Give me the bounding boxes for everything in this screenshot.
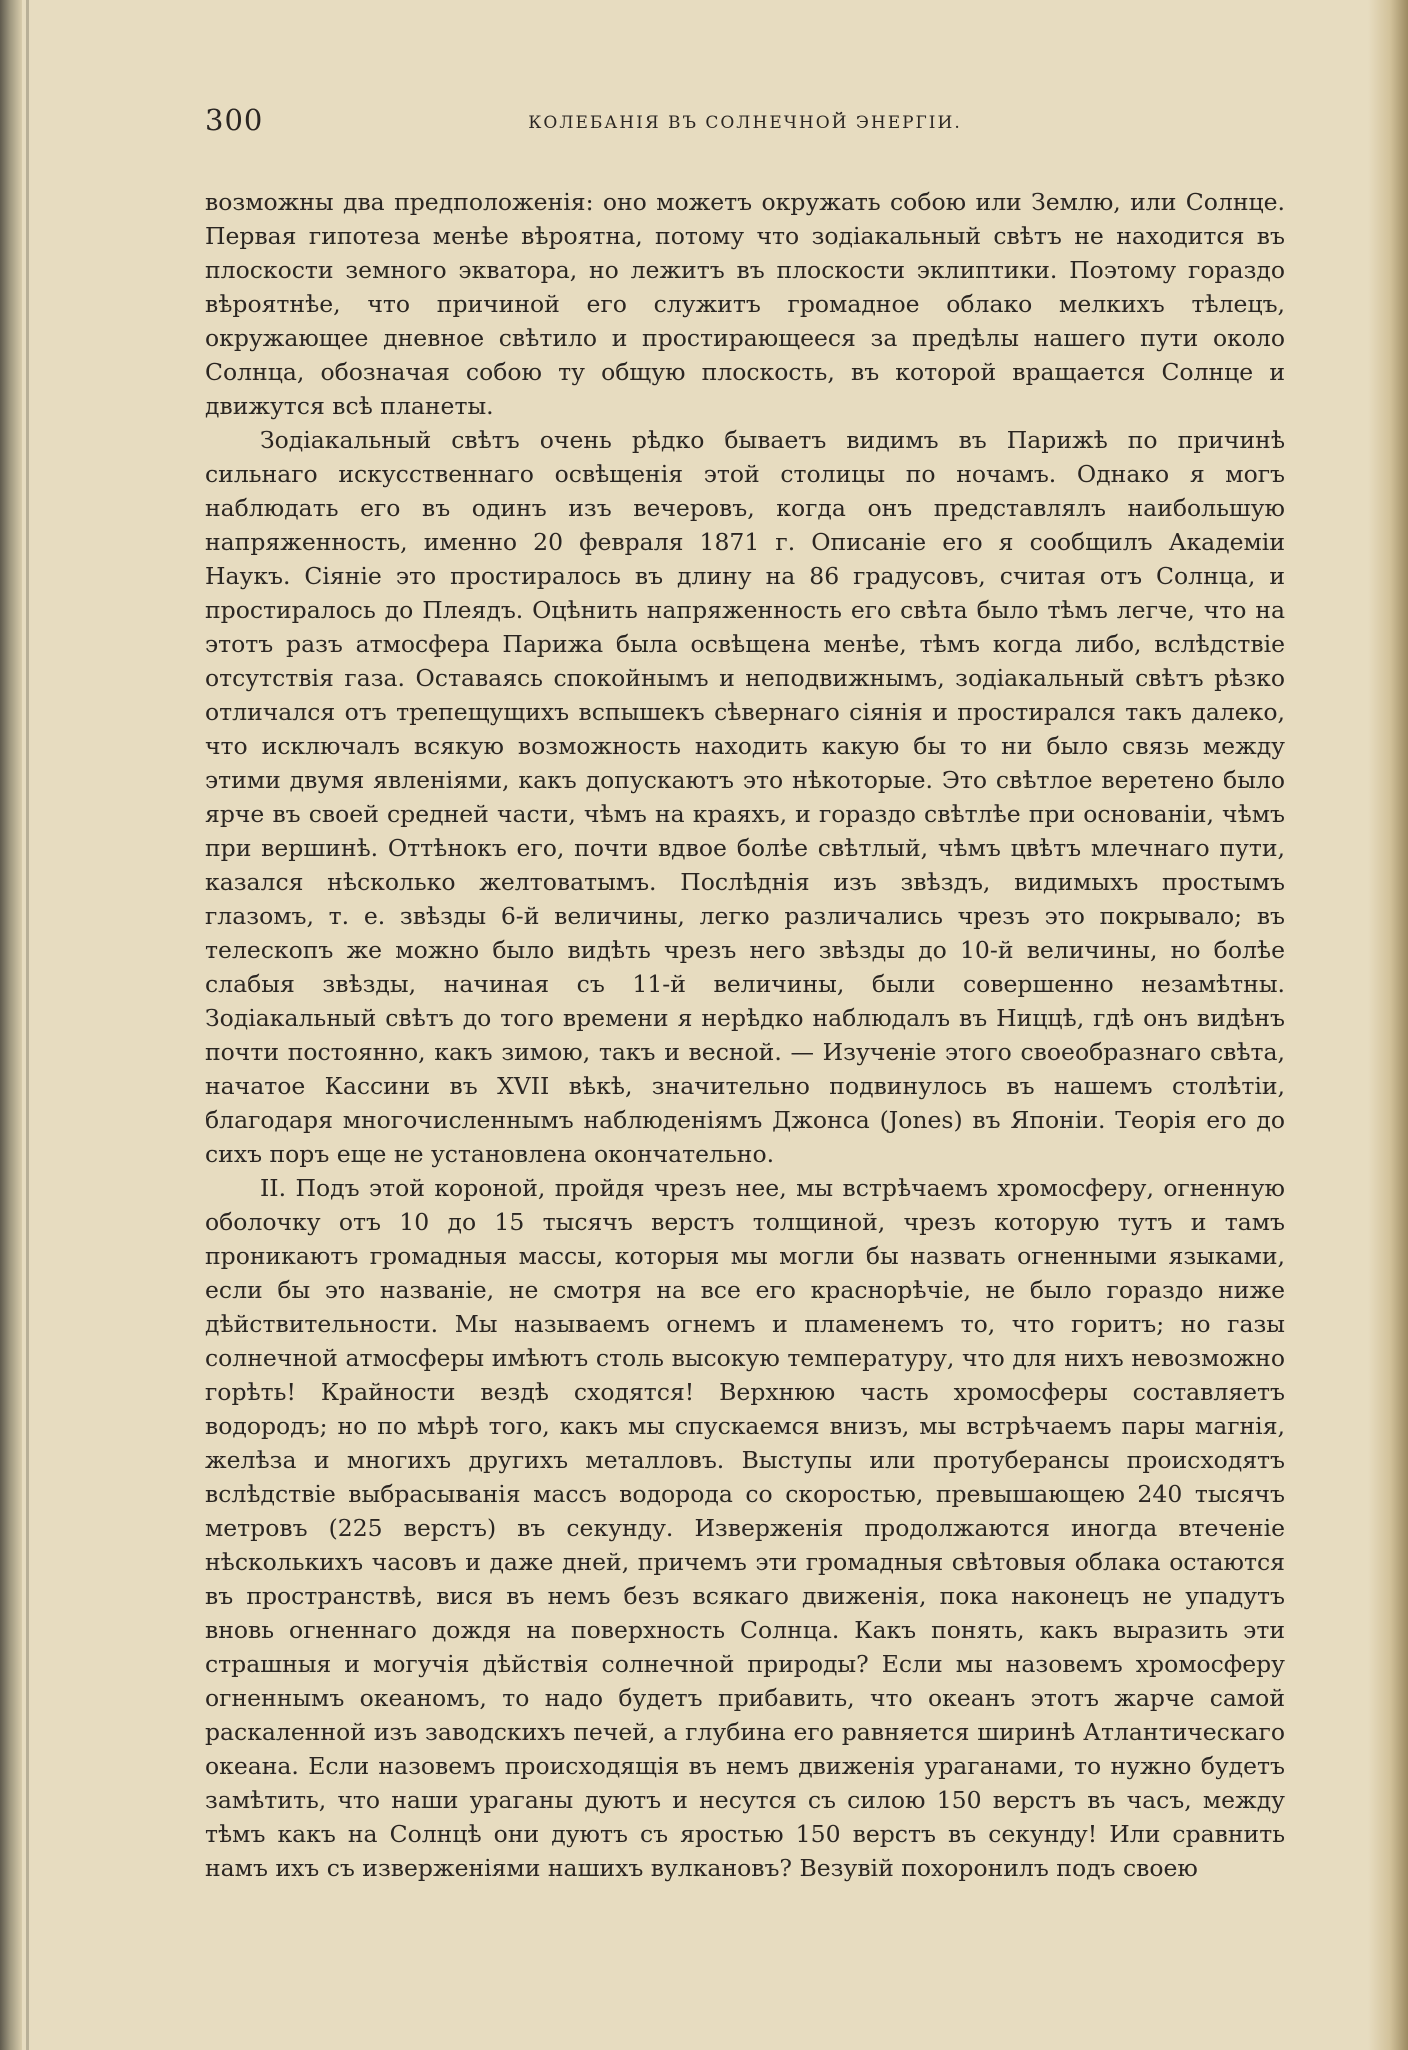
paragraph-zodiacal-light: Зодіакальный свѣтъ очень рѣдко бываетъ видимъ въ Парижѣ по причинѣ сильнаго искусственнаго освѣщенія этой столицы по ночамъ. Однако я могъ наблюдать его въ одинъ изъ вечеровъ, когда онъ представлялъ наибольшую напряженность, именно 20 февраля 1871 г. Описаніе его я сообщилъ Академіи Наукъ. Сіяніе это простиралось въ длину на 86 градусовъ, считая отъ Солнца, и простиралось до Плеядъ. Оцѣнить напряженность его свѣта было тѣмъ легче, что на этотъ разъ атмосфера Парижа была освѣщена менѣе, тѣмъ когда либо, вслѣдствіе отсутствія газа. Оставаясь спокойнымъ и неподвижнымъ, зодіакальный свѣтъ рѣзко отличался отъ трепещущихъ вспышекъ сѣвернаго сіянія и простирался такъ далеко, что исключалъ всякую возможность находить какую бы то ни было связь между этими двумя явленіями, какъ допускаютъ это нѣкоторые. Это свѣтлое веретено было ярче въ своей средней части, чѣмъ на краяхъ, и гораздо свѣтлѣе при основаніи, чѣмъ при вершинѣ. Оттѣнокъ его, почти вдвое болѣе свѣтлый, чѣмъ цвѣтъ млечнаго пути, казался нѣсколько желтоватымъ. Послѣднія изъ звѣздъ, видимыхъ простымъ глазомъ, т. е. звѣзды 6-й величины, легко различались чрезъ это покрывало; въ телескопъ же можно было видѣть чрезъ него звѣзды до 10-й величины, но болѣе слабыя звѣзды, начиная съ 11-й величины, были совершенно незамѣтны. Зодіакальный свѣтъ до того времени я нерѣдко наблюдалъ въ Ниццѣ, гдѣ онъ видѣнъ почти постоянно, какъ зимою, такъ и весной. — Изученіе этого своеобразнаго свѣта, начатое Кассини въ XVII вѣкѣ, значительно подвинулось въ нашемъ столѣтіи, благодаря многочисленнымъ наблюденіямъ Джонса (Jones) въ Японіи. Теорія его до сихъ поръ еще не установлена окончательно. xyxy=(205,426,1285,1168)
page-number: 300 xyxy=(205,103,264,137)
book-page xyxy=(205,103,1285,1885)
paragraph-continuation: возможны два предположенія: оно можетъ окружать собою или Землю, или Солнце. Первая гипотеза менѣе вѣроятна, потому что зодіакальный свѣтъ не находится въ плоскости земного экватора, но лежитъ въ плоскости эклиптики. Поэтому гораздо вѣроятнѣе, что причиной его служитъ громадное облако мелкихъ тѣлецъ, окружающее дневное свѣтило и простирающееся за предѣлы нашего пути около Солнца, обозначая собою ту общую плоскость, въ которой вращается Солнце и движутся всѣ планеты. xyxy=(205,188,1285,420)
running-head: КОЛЕБАНІЯ ВЪ СОЛНЕЧНОЙ ЭНЕРГІИ. xyxy=(528,113,962,133)
gutter-line xyxy=(26,0,29,2050)
page-body xyxy=(205,185,1285,1885)
book-binding-shadow xyxy=(0,0,22,2050)
paragraph-chromosphere: II. Подъ этой короной, пройдя чрезъ нее, мы встрѣчаемъ хромосферу, огненную оболочку отъ 10 до 15 тысячъ верстъ толщиной, чрезъ которую тутъ и тамъ проникаютъ громадныя массы, которыя мы могли бы назвать огненными языками, если бы это названіе, не смотря на все его краснорѣчіе, не было гораздо ниже дѣйствительности. Мы называемъ огнемъ и пламенемъ то, что горитъ; но газы солнечной атмосферы имѣютъ столь высокую температуру, что для нихъ невозможно горѣть! Крайности вездѣ сходятся! Верхнюю часть хромосферы составляетъ водородъ; но по мѣрѣ того, какъ мы спускаемся внизъ, мы встрѣчаемъ пары магнія, желѣза и многихъ другихъ металловъ. Выступы или протуберансы происходятъ вслѣдствіе выбрасыванія массъ водорода со скоростью, превышающею 240 тысячъ метровъ (225 верстъ) въ секунду. Изверженія продолжаются иногда втеченіе нѣсколькихъ часовъ и даже дней, причемъ эти громадныя свѣтовыя облака остаются въ пространствѣ, вися въ немъ безъ всякаго движенія, пока наконецъ не упадутъ вновь огненнаго дождя на поверхность Солнца. Какъ понять, какъ выразить эти страшныя и могучія дѣйствія солнечной природы? Если мы назовемъ хромосферу огненнымъ океаномъ, то надо будетъ прибавить, что океанъ этотъ жарче самой раскаленной изъ заводскихъ печей, а глубина его равняется ширинѣ Атлантическаго океана. Если назовемъ происходящія въ немъ движенія ураганами, то нужно будетъ замѣтить, что наши ураганы дуютъ и несутся съ силою 150 верстъ въ часъ, между тѣмъ какъ на Солнцѣ они дуютъ съ яростью 150 верстъ въ секунду! Или сравнить намъ ихъ съ изверженіями нашихъ вулкановъ? Везувій похоронилъ подъ своею xyxy=(205,1174,1285,1882)
page-edge-shadow xyxy=(1368,0,1408,2050)
page-header xyxy=(205,103,1285,151)
